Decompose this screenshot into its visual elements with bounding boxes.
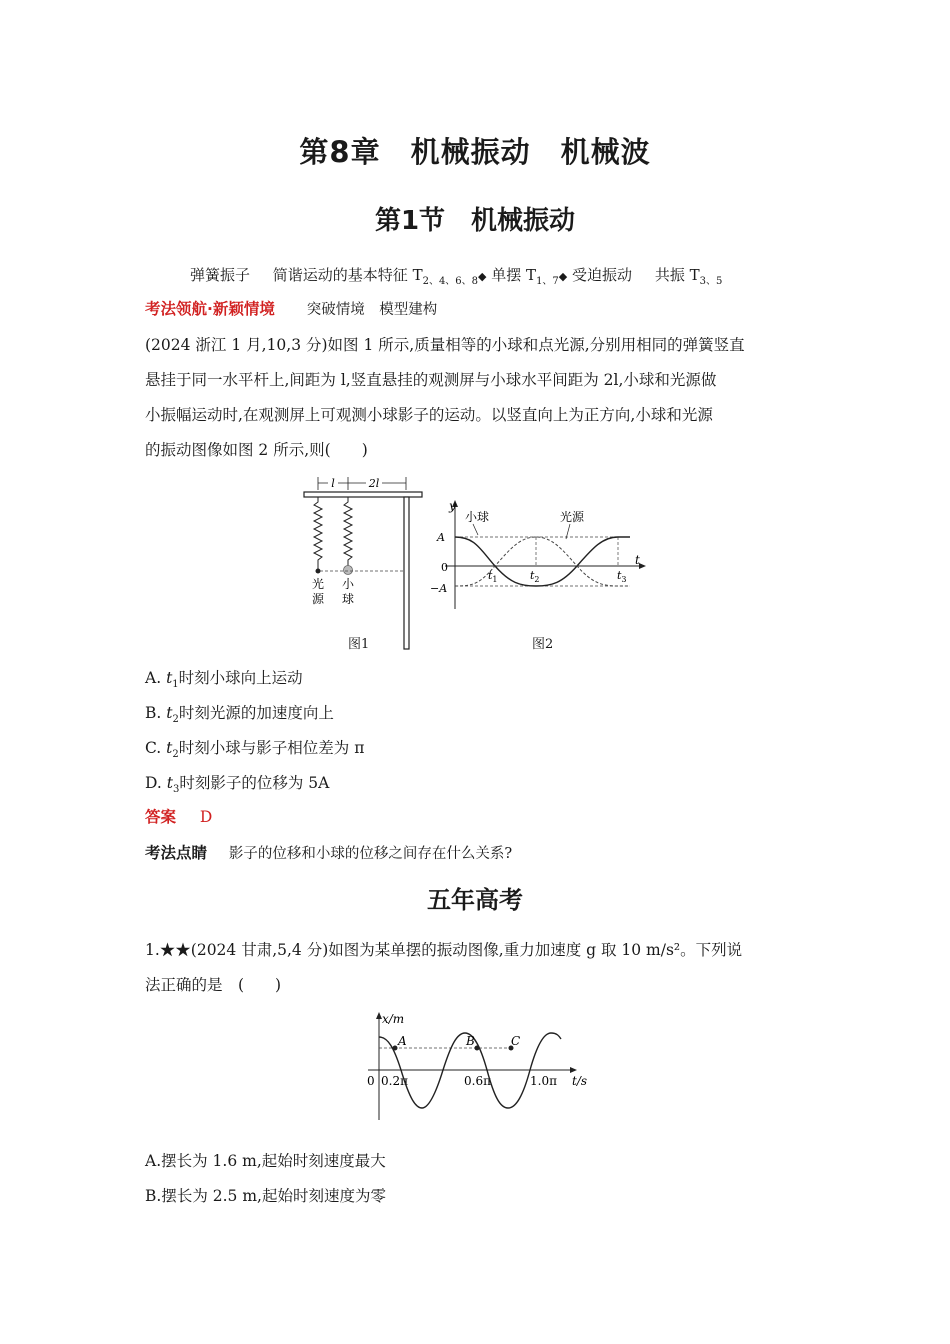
hint-text: 影子的位移和小球的位移之间存在什么关系? [228, 846, 513, 862]
t-label: t [635, 553, 640, 567]
question0-line: 悬挂于同一水平杆上,间距为 l,竖直悬挂的观测屏与小球水平间距为 2l,小球和光源做 [145, 371, 717, 389]
topic-pendulum: 单摆 T [491, 266, 537, 284]
figure1 [300, 474, 430, 654]
light-label: 光 [311, 577, 325, 591]
point-A [393, 1046, 398, 1051]
light-label: 源 [311, 592, 325, 606]
ball [344, 566, 353, 575]
topic-spring: 弹簧振子 [190, 266, 251, 284]
ball-label: 小 [341, 577, 355, 591]
question0-line: 的振动图像如图 2 所示,则( ) [145, 441, 368, 459]
ball-curve-label: 小球 [465, 510, 490, 524]
A-label: A [437, 531, 445, 544]
figure2 [420, 494, 650, 614]
origin-label: 0 [367, 1074, 375, 1088]
q1-option-b: B.摆长为 2.5 m,起始时刻速度为零 [145, 1187, 386, 1205]
t1-label: $t_1$ [488, 569, 498, 584]
spring-light [314, 497, 322, 570]
topic-resonance-sub: 3、5 [699, 276, 723, 287]
answer-line [145, 805, 212, 827]
question0-line: 小振幅运动时,在观测屏上可观测小球影子的运动。以竖直向上为正方向,小球和光源 [145, 406, 713, 424]
t2-label: $t_2$ [530, 569, 540, 584]
observation-screen [404, 497, 409, 649]
pendulum-graph [358, 1008, 598, 1124]
label-A: A [398, 1034, 407, 1048]
question0-stem [145, 328, 810, 468]
light-curve-label: 光源 [560, 510, 585, 524]
diamond-icon: ◆ [478, 270, 487, 283]
section-title: 第1节 机械振动 [374, 206, 576, 236]
dim-2l-label: 2l [368, 477, 380, 490]
hint-line [145, 841, 512, 863]
question1-line: 1.★★(2024 甘肃,5,4 分)如图为某单摆的振动图像,重力加速度 g 取 10 m/s²。下列说 [145, 941, 743, 959]
origin-label: 0 [441, 561, 448, 574]
option-c: C. $t_2$时刻小球与影子相位差为 π [145, 739, 365, 761]
question0-line: (2024 浙江 1 月,10,3 分)如图 1 所示,质量相等的小球和点光源,分别用相同的弹簧竖直 [145, 336, 745, 354]
xlabel: t/s [572, 1074, 588, 1088]
kaofa-label: 考法领航·新颖情境 [145, 300, 275, 318]
answer-value: D [199, 808, 213, 826]
figure1-caption: 图1 [348, 637, 370, 652]
topic-shm: 简谐运动的基本特征 T [272, 266, 423, 284]
question1-stem [145, 933, 810, 1003]
tick-02pi: 0.2π [381, 1074, 408, 1088]
light-source [316, 569, 321, 574]
figure2-caption: 图2 [532, 637, 554, 652]
q1-option-a: A.摆长为 1.6 m,起始时刻速度最大 [145, 1152, 386, 1170]
spring-ball [344, 497, 352, 566]
option-a: A. $t_1$时刻小球向上运动 [145, 669, 303, 691]
horizontal-rod [304, 492, 422, 497]
five-year-heading: 五年高考 [427, 886, 523, 914]
topics-line [190, 264, 722, 287]
option-b: B. $t_2$时刻光源的加速度向上 [145, 704, 334, 726]
hint-label: 考法点睛 [145, 844, 208, 862]
point-B [475, 1046, 480, 1051]
kaofa-line [145, 297, 437, 319]
diamond-icon: ◆ [558, 270, 568, 283]
ball-curve [455, 537, 630, 586]
topic-pendulum-sub: 1、7 [536, 276, 559, 287]
topic-forced: 受迫振动 [572, 266, 633, 284]
tick-06pi: 0.6π [464, 1074, 491, 1088]
chapter-title: 第8章 机械振动 机械波 [299, 135, 651, 169]
tick-10pi: 1.0π [530, 1074, 557, 1088]
topic-shm-sub: 2、4、6、8 [422, 276, 479, 287]
dim-l-label: l [331, 477, 335, 490]
t3-label: $t_3$ [617, 569, 627, 584]
answer-label: 答案 [145, 808, 177, 826]
option-d: D. $t_3$时刻影子的位移为 5A [145, 774, 330, 796]
light-curve [455, 537, 630, 586]
ball-label: 球 [341, 592, 355, 606]
kaofa-tags: 突破情境 模型建构 [306, 302, 438, 318]
question1-line: 法正确的是 ( ) [145, 976, 282, 994]
ylabel: x/m [382, 1012, 405, 1026]
topic-resonance: 共振 T [654, 266, 700, 284]
label-B: B [466, 1034, 475, 1048]
label-C: C [511, 1034, 521, 1048]
y-label: y [449, 499, 456, 513]
negA-label: −A [430, 582, 448, 595]
